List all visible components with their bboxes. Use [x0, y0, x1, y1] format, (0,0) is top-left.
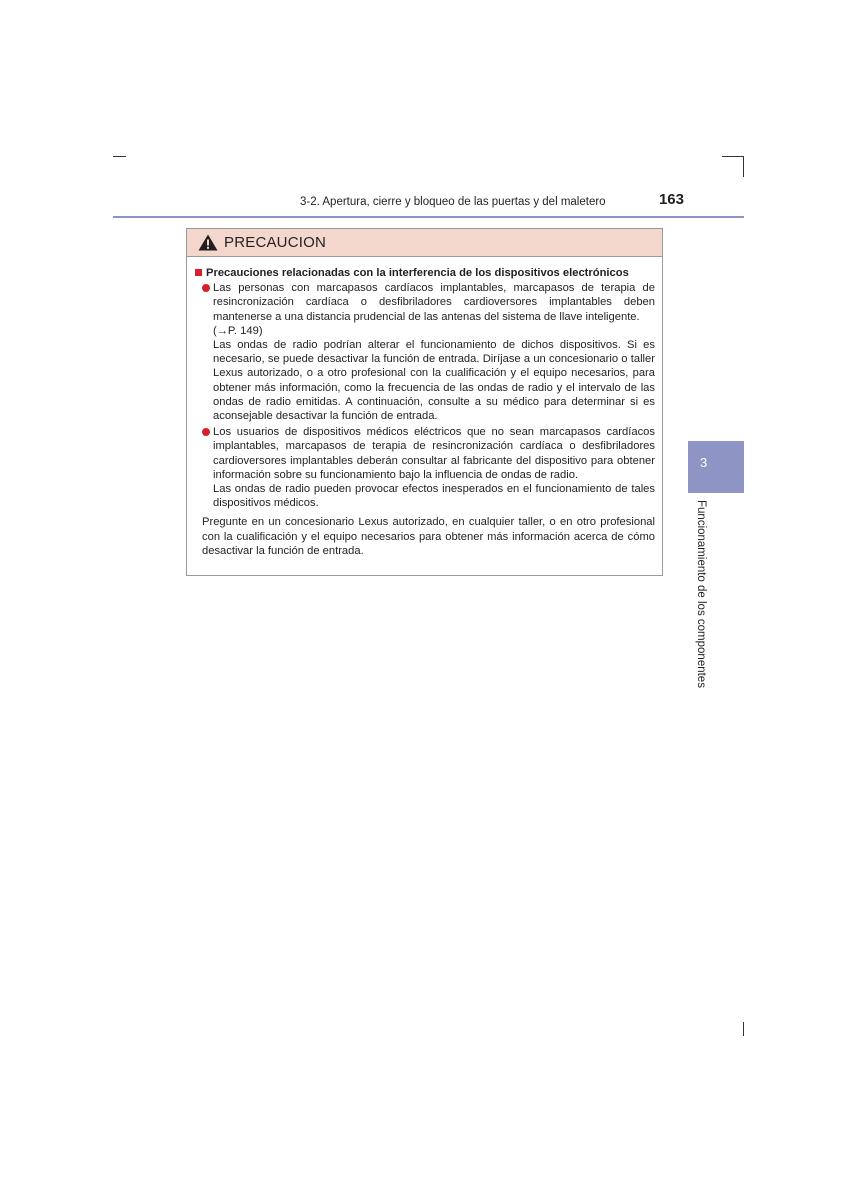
- closing-paragraph: Pregunte en un concesionario Lexus autorizado, en cualquier taller, o en otro profesional con la cualificación y el equipo necesarios para obtener más información acerca de cómo desactivar la función de entrada.: [202, 516, 655, 557]
- crop-mark-top-right-h: [722, 156, 744, 157]
- page-reference: (→P. 149): [213, 324, 263, 337]
- warning-triangle-icon: [198, 234, 218, 251]
- bullet-item: [195, 425, 655, 510]
- chapter-side-label: Funcionamiento de los componentes: [695, 500, 707, 688]
- red-square-bullet-icon: [195, 269, 202, 276]
- page-number: 163: [658, 191, 684, 208]
- paragraph: Las ondas de radio podrían alterar el funcionamiento de dichos dispositivos. Si es necesario, se puede desactivar la función de entrada. Diríjase a un concesionario o taller Lexus autorizado, o a otro profesional con la cualificación y el equipo necesarios, para obtener más información, como la frecuencia de las ondas de radio y el intervalo de las ondas de radio emitidas. A continuación, consulte a su médico para determinar si es aconsejable desactivar la función de entrada.: [213, 339, 655, 423]
- caution-title: PRECAUCION: [224, 234, 327, 251]
- section-heading: [195, 266, 655, 280]
- bullet-text: [213, 425, 655, 510]
- caution-body: [187, 257, 662, 558]
- caution-box: [186, 228, 663, 576]
- bullet-item: [195, 281, 655, 423]
- running-header-title: 3-2. Apertura, cierre y bloqueo de las puertas y del maletero: [300, 196, 606, 208]
- section-heading-text: Precauciones relacionadas con la interferencia de los dispositivos electrónicos: [206, 267, 629, 279]
- header-rule: [113, 216, 744, 218]
- crop-mark-bottom-right: [743, 1022, 744, 1036]
- crop-mark-top-left: [113, 156, 126, 157]
- chapter-tab-number: 3: [700, 455, 708, 470]
- paragraph: Las personas con marcapasos cardíacos implantables, marcapasos de terapia de resincronización cardíaca o desfibriladores cardioversores implantables deben mantenerse a una distancia prudencial de las antenas del sistema de llave inteligente.: [213, 282, 655, 323]
- bullet-text: [213, 281, 655, 423]
- chapter-tab: [688, 441, 744, 493]
- paragraph: Las ondas de radio pueden provocar efectos inesperados en el funcionamiento de tales dispositivos médicos.: [213, 483, 655, 510]
- red-circle-bullet-icon: [202, 428, 210, 436]
- caution-header: [187, 229, 662, 257]
- crop-mark-top-right-v: [743, 156, 744, 177]
- paragraph: Los usuarios de dispositivos médicos eléctricos que no sean marcapasos cardíacos implantables, marcapasos de terapia de resincronización cardíaca o desfibriladores cardioversores implantables deberán consultar al fabricante del dispositivo para obtener información sobre su funcionamiento bajo la influencia de ondas de radio.: [213, 426, 655, 481]
- red-circle-bullet-icon: [202, 284, 210, 292]
